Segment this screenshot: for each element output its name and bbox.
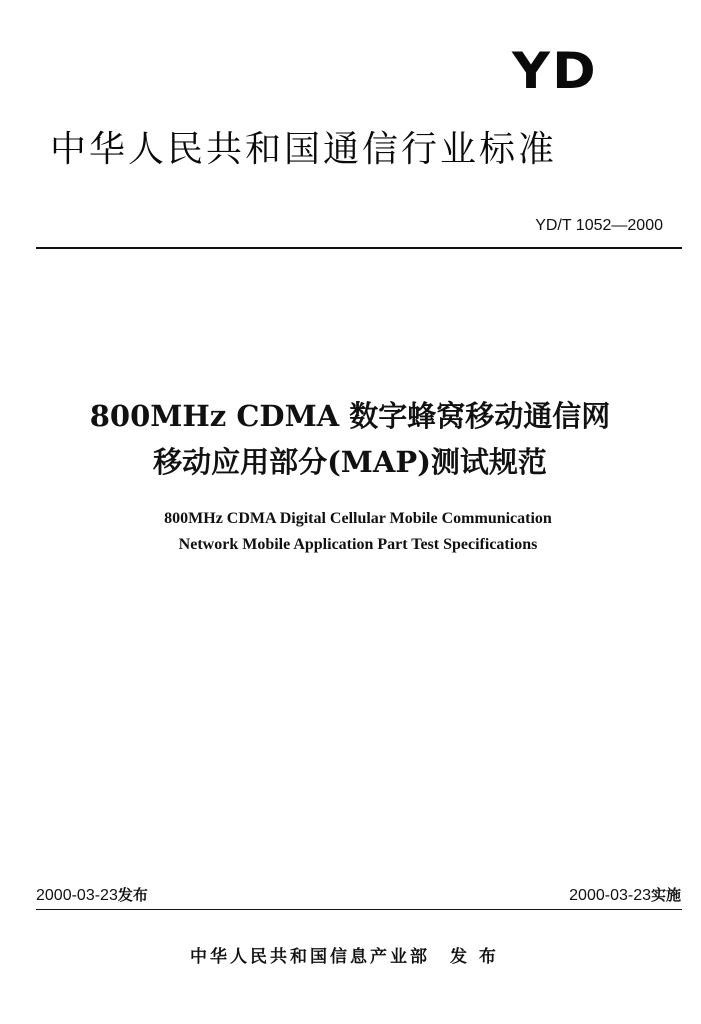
- publish-label: 发 布: [450, 947, 499, 967]
- organization-title: 中华人民共和国通信行业标准: [50, 129, 558, 170]
- yd-logo: YD: [512, 42, 598, 100]
- title-en-line1: 800MHz CDMA Digital Cellular Mobile Communication: [164, 510, 552, 527]
- title-en-line2: Network Mobile Application Part Test Specifications: [178, 536, 538, 553]
- publisher-line: [190, 945, 499, 969]
- implementation-label: 实施: [650, 886, 681, 904]
- title-zh-line1: 800MHz CDMA 数字蜂窝移动通信网: [89, 399, 611, 433]
- title-zh-line2: 移动应用部分(MAP)测试规范: [153, 445, 547, 479]
- issue-date-value: 2000-03-23: [36, 887, 118, 904]
- issue-label: 发布: [117, 886, 148, 904]
- standard-number: YD/T 1052—2000: [535, 217, 663, 234]
- top-divider: [36, 247, 682, 249]
- implementation-date-value: 2000-03-23: [569, 887, 651, 904]
- implementation-date: [569, 884, 681, 907]
- issue-date: [36, 884, 148, 907]
- bottom-divider: [36, 909, 682, 910]
- publisher-name: 中华人民共和国信息产业部: [190, 947, 430, 967]
